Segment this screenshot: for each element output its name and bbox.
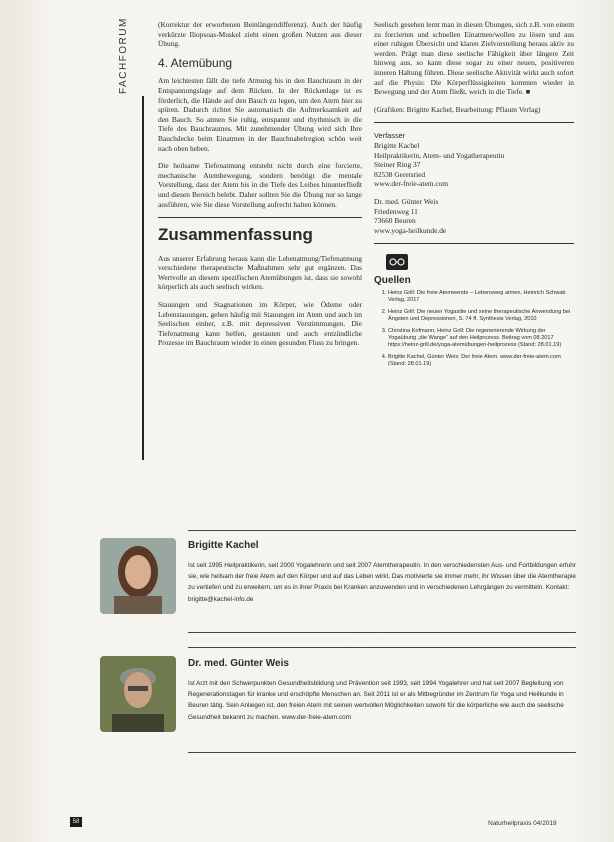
source-item: 2. Heinz Grill: Die neuen Yogastile und seine therapeutische Anwendung bei Ängsten und Depressionen, S. 74 ff. Synthesis Verlag, 2010: [388, 309, 574, 324]
author-bio-weis: [100, 656, 576, 746]
author1-line: 82538 Geretsried: [374, 169, 426, 179]
author-photo: [100, 656, 176, 732]
verfasser-label: Verfasser: [374, 131, 406, 141]
author2-line: Dr. med. Günter Weis: [374, 196, 439, 206]
exercise-paragraph-2: Die heilsame Tiefenatmung entsteht nicht durch eine forcierte, mechanische Atembewegung, sondern benötigt die mentale Vorstellung, dass der Atem bis in die Tiefe des Leibes hinunterfließt und diesen Bereich belebt. Daher sollten Sie die Übung nur so lange ausführen, wie Sie diese Vorstellung aufrecht halten können.: [158, 161, 362, 209]
footer-issue: Naturheilpraxis 04/2019: [488, 820, 557, 827]
author-bio-text: Ist seit 1995 Heilpraktikerin, seit 2000 Yogalehrerin und seit 2007 Atemtherapeutin. In den verschiedensten Aus- und Fortbildungen erfuhr sie, wie heilsam der freie Atem auf den Körper und auf das Leben wirkt. Das motivierte sie immer mehr, ihr Wissen über die Atemtherapie zu vertiefen und zu erweitern, um es in ihrer Praxis bei Kranken anzuwenden und in verschiedenen Lehrgängen zu vermitteln. Kontakt: brigitte@kachel-info.de: [188, 562, 576, 603]
exercise-paragraph-1: Am leichtesten fällt die tiefe Atmung bis in den Bauchraum in der Entspannungslage auf dem Rücken. In der Rückenlage ist es förderlich, die Hände auf den Bauch zu legen, um den Atem hier zu spüren. Dadurch richtet Sie automatisch die Aufmerksamkeit auf den Bauch. So atmen Sie ruhig, entspannt und rhythmisch in die Tiefe des Bauchraumes. Mit zunehmender Übung wird sich Ihre Bauchdecke beim Einatmen in der Bauchnabelregion schön weit nach oben heben.: [158, 76, 362, 153]
page-number: 58: [70, 817, 82, 827]
sources-list: [374, 290, 574, 369]
author1-line: Heilpraktikerin, Atem- und Yogatherapeutin: [374, 150, 505, 160]
divider: [374, 122, 574, 123]
source-item: 4. Brigitte Kachel, Günter Weis: Der freie Atem. www.der-freie-atem.com (Stand: 28.01.19): [388, 354, 574, 369]
author2-line: Friedenweg 11: [374, 206, 418, 216]
glasses-icon: [386, 254, 408, 270]
intro-paragraph: (Korrektur der erworbenen Beinlängendifferenz). Auch der häufig verkürzte Iliopsoas-Muskel zieht einen großen Nutzen aus dieser Übung.: [158, 20, 362, 49]
author-name: Dr. med. Günter Weis: [188, 658, 289, 669]
bio-divider: [188, 752, 576, 753]
source-item: 1. Heinz Grill: Die freie Atemwende – Lebensweg atmen, Heinrich Schwab Verlag, 2017: [388, 290, 574, 305]
end-mark: ■: [525, 87, 531, 97]
graphics-credit: (Grafiken: Brigitte Kachel, Bearbeitung: Pflaum Verlag): [374, 104, 541, 114]
summary-heading: Zusammenfassung: [158, 225, 313, 245]
left-column: [158, 20, 362, 356]
right-column: [374, 20, 574, 373]
section-rule: [142, 96, 144, 460]
author-name: Brigitte Kachel: [188, 540, 259, 551]
author1-line: Steiner Ring 37: [374, 160, 421, 170]
section-tag: FACHFORUM: [118, 17, 129, 94]
verfasser-block: [374, 131, 574, 189]
exercise-heading: 4. Atemübung: [158, 55, 233, 70]
bio-divider: [188, 530, 576, 531]
divider: [374, 243, 574, 244]
author2-link[interactable]: www.yoga-heilkunde.de: [374, 225, 447, 235]
author-bio-kachel: [100, 538, 576, 628]
author2-block: [374, 197, 574, 235]
author-bio-text: Ist Arzt mit den Schwerpunkten Gesundheitsbildung und Prävention seit 1993, seit 1994 Yogalehrer und hat seit 2007 Begleitung von Regenerationstagen für kranke und erschöpfte Menschen an. Seit 2011 ist er als Mitbegründer im Zentrum für Yoga und Heilkunde in Beuren tätig. Sein Anliegen ist, den freien Atem mit seinen wertvollen Möglichkeiten sowohl für die körperliche wie auch die seelische Gesundheit bekannt zu machen. www.der-freie-atem.com: [188, 680, 564, 721]
summary-paragraph-2: Stauungen und Stagnationen im Körper, wie Ödeme oder Lebenstauungen, gehen häufig mit Stauungen im Atem und auch im Seelischen einher, z.B. mit depressiven Verstimmungen. Die Tiefenatmung kann helfen, gestauten und auch entzündliche Prozesse im Bauchraum wieder in einen gesunden Fluss zu bringen.: [158, 300, 362, 348]
continuation-paragraph: Seelisch gesehen lernt man in diesen Übungen, sich z.B. von einem zu forcierten und schnellen Einatmen/wollen zu lösen und aus einer ruhigen Übersicht und klaren Zielvorstellung heraus aktiv zu werden. Prägt man diese seelische Fähigkeit über längere Zeit hinweg aus, so kann diese sogar zu einer neuen, positiveren inneren Haltung führen. Diese seelische Aktivität wirkt auch sofort auf die Physis: Die Körperflüssigkeiten kommen wieder in Bewegung und der Atem fließt, weich in die Tiefe. ■: [374, 20, 574, 97]
bio-divider: [188, 632, 576, 633]
author-photo: [100, 538, 176, 614]
author1-line: Brigitte Kachel: [374, 140, 420, 150]
divider: [158, 217, 362, 218]
summary-paragraph-1: Aus unserer Erfahrung heraus kann die Lebenatmung/Tiefenatmung verschiedene therapeutische Maßnahmen sehr gut ergänzen. Das Wertvolle an diesem spezifischen Atemübungen ist, dass sie sowohl körperlich als auch seelisch wirken.: [158, 253, 362, 292]
source-item: 3. Christina Kofmann, Heinz Grill: Die regenerierende Wirkung der Yogaübung „die Wange“ auf den Heilprozess. Beitrag vom 08.2017 https://heinz-grill.de/yoga-atemübungen-heilprozess (Stand: 28.01.19): [388, 328, 574, 350]
author2-line: 73660 Beuren: [374, 216, 416, 226]
author1-link[interactable]: www.der-freie-atem.com: [374, 179, 449, 189]
sources-heading: Quellen: [374, 275, 411, 287]
bio-divider: [188, 647, 576, 648]
